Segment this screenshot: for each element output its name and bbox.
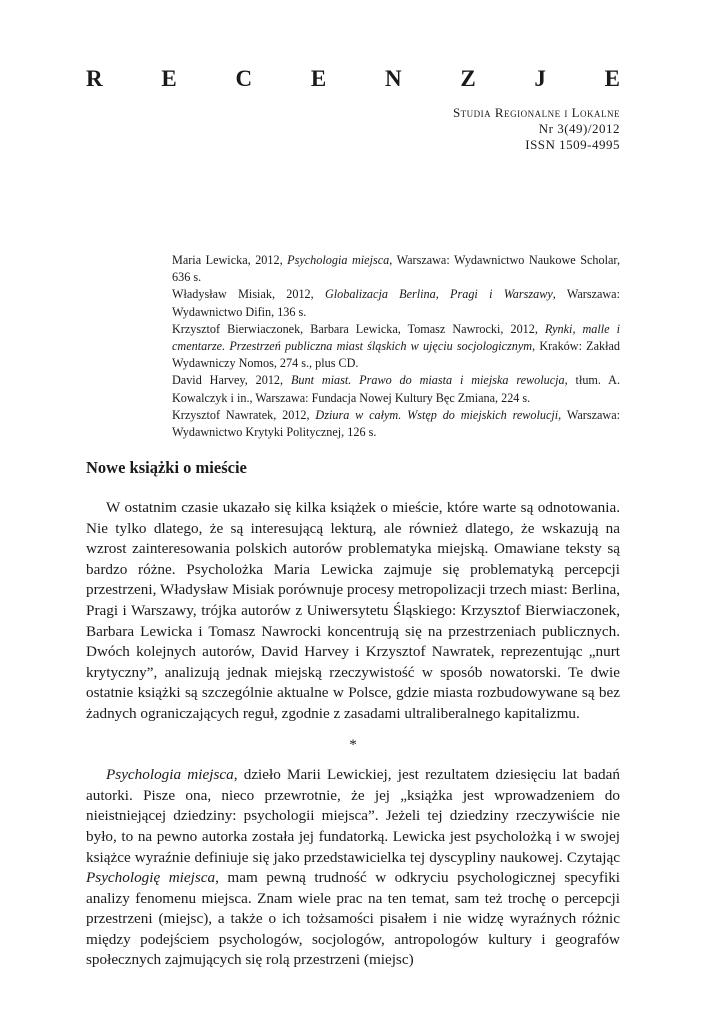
article-body bbox=[86, 498, 620, 971]
header-letter: J bbox=[534, 66, 546, 91]
bibliography-entry: Krzysztof Nawratek, 2012, Dziura w całym. Wstęp do miejskich rewolucji, Warszawa: Wydawnictwo Krytyki Politycznej, 126 s. bbox=[172, 407, 621, 440]
paragraph: Psychologia miejsca, dzieło Marii Lewickiej, jest rezultatem dziesięciu lat badań autorki. Pisze ona, nieco przewrotnie, że jej „książka jest wprowadzeniem do nieistniejącej dziedziny: psychologii miejsca”. Jeżeli tej dziedziny rzeczywiście nie było, to na pewno autorka została jej fundatorką. Lewicka jest psycholożką i w swojej książce wyraźnie definiuje się jako przedstawicielka tej dyscypliny naukowej. Czytając Psychologię miejsca, mam pewną trudność w odkryciu psychologicznej specyfiki analizy fenomenu miejsca. Znam wiele prac na ten temat, sam też trochę o percepcji przestrzeni (miejsc), a także o ich tożsamości pisałem i nie widzę wyraźnych różnic między podejściem psychologów, socjologów, antropologów kultury i geografów społecznych zajmujących się rolą przestrzeni (miejsc) bbox=[86, 766, 621, 969]
header-letter: E bbox=[310, 66, 327, 91]
bibliography-entry: Krzysztof Bierwiaczonek, Barbara Lewicka, Tomasz Nawrocki, 2012, Rynki, malle i cmentarze. Przestrzeń publiczna miast śląskich w ujęciu socjologicznym, Kraków: Zakład Wydawniczy Nomos, 274 s., plus CD. bbox=[172, 321, 620, 371]
section-title: Nowe książki o mieście bbox=[86, 458, 247, 477]
header-letter: E bbox=[604, 66, 620, 91]
header-letter: N bbox=[384, 66, 402, 91]
journal-issn: ISSN 1509-4995 bbox=[525, 137, 620, 152]
journal-name: Studia Regionalne i Lokalne bbox=[452, 105, 620, 120]
bibliography-entry: David Harvey, 2012, Bunt miast. Prawo do miasta i miejska rewolucja, tłum. A. Kowalczyk i in., Warszawa: Fundacja Nowej Kultury Bęc Zmiana, 224 s. bbox=[172, 373, 621, 405]
section-header-recenzje bbox=[86, 66, 620, 92]
header-letter: Z bbox=[460, 66, 476, 91]
header-letter: R bbox=[86, 66, 103, 91]
journal-info bbox=[453, 105, 620, 153]
journal-issue: Nr 3(49)/2012 bbox=[538, 121, 620, 136]
separator-asterisk: * bbox=[349, 735, 357, 753]
header-letter: E bbox=[161, 66, 177, 91]
paragraph: W ostatnim czasie ukazało się kilka książek o mieście, które warte są odnotowania. Nie tylko dlatego, że są interesującą lekturą, ale również dlatego, że wskazują na wzrost zainteresowania polskich autorów problematyka miejską. Omawiane teksty są bardzo różne. Psycholożka Maria Lewicka zajmuje się problematyką percepcji przestrzeni, Władysław Misiak porównuje procesy metropolizacji trzech miast: Berlina, Pragi i Warszawy, trójka autorów z Uniwersytetu Śląskiego: Krzysztof Bierwiaczonek, Barbara Lewicka i Tomasz Nawrocki koncentrują się na przestrzeniach publicznych. Dwóch kolejnych autorów, David Harvey i Krzysztof Nawratek, reprezentując „nurt krytyczny”, analizują jednak miejską rzeczywistość w sposób nowatorski. Te dwie ostatnie książki są szczególnie aktualne w Polsce, gdzie miasta rozbudowywane są bez żadnych ograniczających reguł, zgodnie z zasadami ultraliberalnego kapitalizmu. bbox=[86, 499, 620, 722]
bibliography-entry: Władysław Misiak, 2012, Globalizacja Berlina, Pragi i Warszawy, Warszawa: Wydawnictwo Difin, 136 s. bbox=[172, 287, 620, 319]
header-letter: C bbox=[235, 66, 253, 91]
bibliography-entry: Maria Lewicka, 2012, Psychologia miejsca, Warszawa: Wydawnictwo Naukowe Scholar, 636 s. bbox=[172, 253, 620, 285]
bibliography-list bbox=[172, 252, 620, 441]
